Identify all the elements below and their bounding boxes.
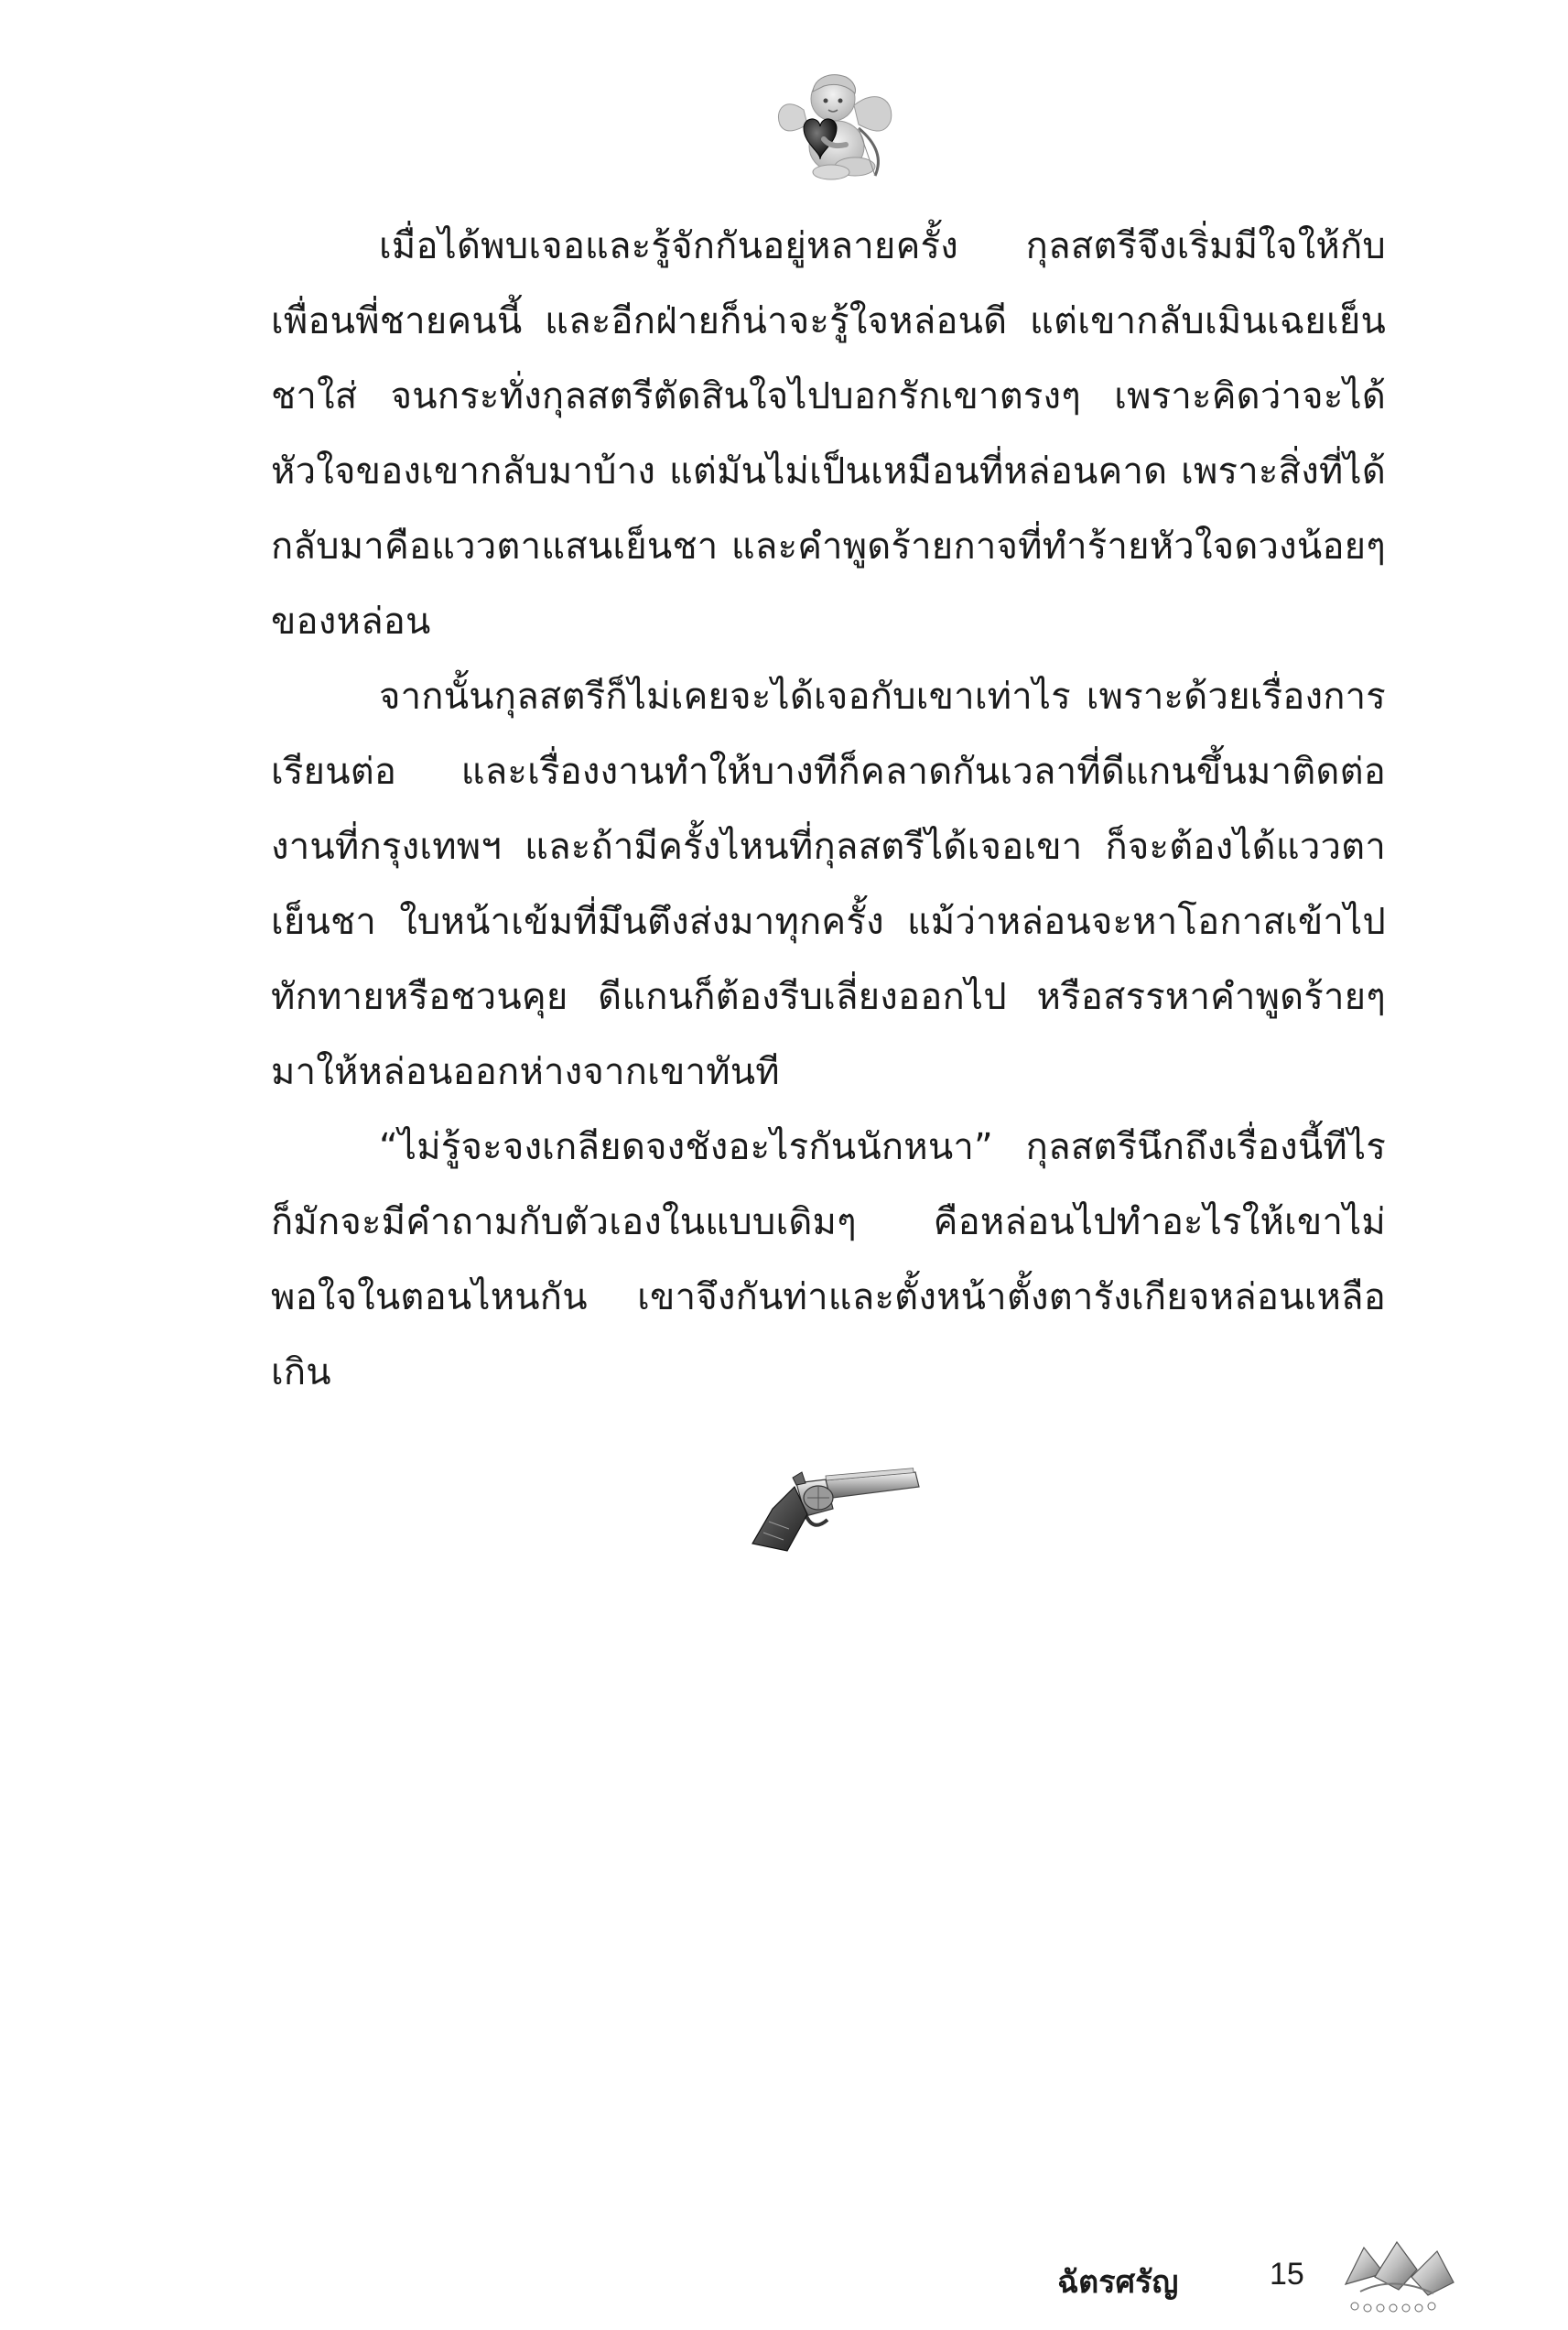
- page-footer: [1057, 2248, 1533, 2330]
- paragraph: จากนั้นกุลสตรีก็ไม่เคยจะได้เจอกับเขาเท่าไร เพราะด้วยเรื่องการเรียนต่อ และเรื่องงานทำให้บางทีก็คลาดกันเวลาที่ดีแกนขึ้นมาติดต่องานที่กรุงเทพฯ และถ้ามีครั้งไหนที่กุลสตรีได้เจอเขา ก็จะต้องได้แววตาเย็นชา ใบหน้าเข้มที่มึนตึงส่งมาทุกครั้ง แม้ว่าหล่อนจะหาโอกาสเข้าไปทักทายหรือชวนคุย ดีแกนก็ต้องรีบเลี่ยงออกไป หรือสรรหาคำพูดร้ายๆ มาให้หล่อนออกห่างจากเขาทันที: [271, 676, 1386, 1093]
- body-text: [271, 209, 1386, 1410]
- paragraph: เมื่อได้พบเจอและรู้จักกันอยู่หลายครั้ง กุลสตรีจึงเริ่มมีใจให้กับเพื่อนพี่ชายคนนี้ และอีกฝ่ายก็น่าจะรู้ใจหล่อนดี แต่เขากลับเมินเฉยเย็นชาใส่ จนกระทั่งกุลสตรีตัดสินใจไปบอกรักเขาตรงๆ เพราะคิดว่าจะได้หัวใจของเขากลับมาบ้าง แต่มันไม่เป็นเหมือนที่หล่อนคาด เพราะสิ่งที่ได้กลับมาคือแววตาแสนเย็นชา และคำพูดร้ายกาจที่ทำร้ายหัวใจดวงน้อยๆ ของหล่อน: [271, 225, 1386, 643]
- book-title: ฉัตรศรัญ: [1057, 2264, 1179, 2301]
- page-number: 15: [1270, 2257, 1304, 2292]
- paragraph: “ไม่รู้จะจงเกลียดจงชังอะไรกันนักหนา” กุลสตรีนึกถึงเรื่องนี้ทีไรก็มักจะมีคำถามกับตัวเองในแบบเดิมๆ คือหล่อนไปทำอะไรให้เขาไม่พอใจในตอนไหนกัน เขาจึงกันท่าและตั้งหน้าตั้งตารังเกียจหล่อนเหลือเกิน: [271, 1126, 1386, 1393]
- crystal-flower-icon: [1327, 2229, 1465, 2316]
- revolver-icon: [741, 1456, 925, 1556]
- cupid-with-heart-icon: [767, 64, 904, 183]
